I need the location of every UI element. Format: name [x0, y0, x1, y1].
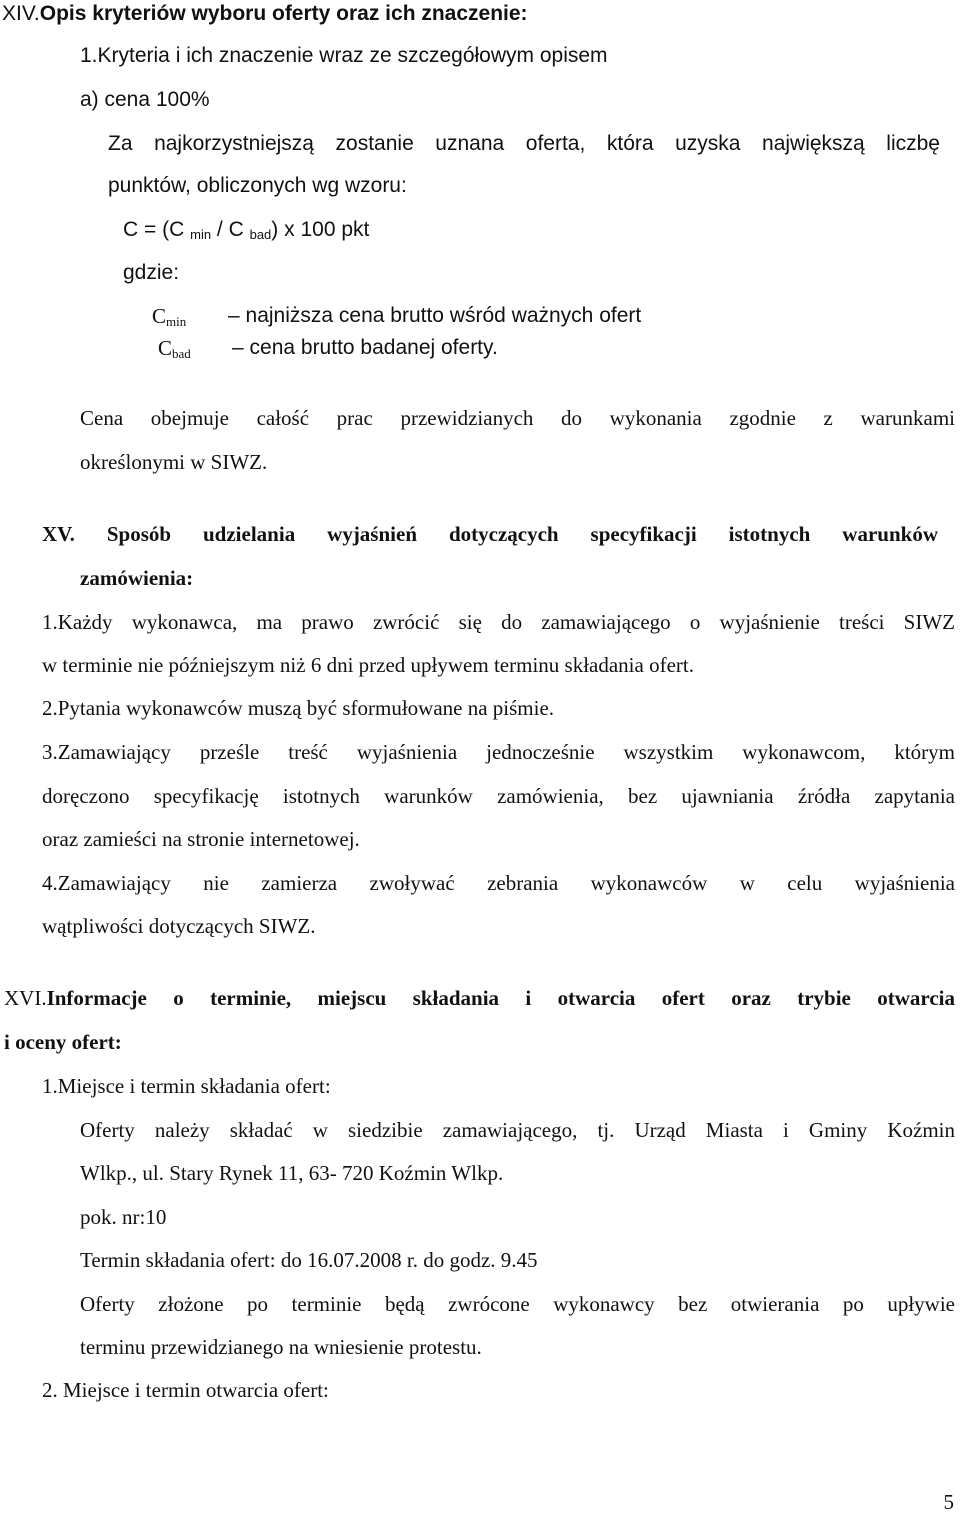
formula: C = (C $_{min}$ / C $_{bad}$) x 100 pkt — [123, 218, 370, 242]
criteria-item: 1.Kryteria i ich znaczenie wraz ze szczegółowym opisem — [80, 44, 608, 67]
section-title: Opis kryteriów wyboru oferty oraz ich znaczenie: — [39, 2, 528, 25]
xv-item-4-cont: wątpliwości dotyczących SIWZ. — [42, 914, 316, 938]
late-offers-note: Oferty złożone po terminie będą zwrócone wykonawcy bez otwierania po upływie — [80, 1292, 955, 1316]
xv-item-1: 1.Każdy wykonawca, ma prawo zwrócić się do zamawiającego o wyjaśnienie treści SIWZ — [42, 610, 955, 634]
xv-item-3: 3.Zamawiający prześle treść wyjaśnienia jednocześnie wszystkim wykonawcom, którym — [42, 740, 955, 764]
page-number: 5 — [943, 1490, 954, 1514]
section-number: XVI. — [4, 986, 47, 1010]
late-offers-note-cont: terminu przewidzianego na wniesienie protestu. — [80, 1335, 482, 1359]
section-xv-title: XV. Sposób udzielania wyjaśnień dotyczących specyfikacji istotnych warunków — [42, 522, 938, 546]
submission-address: Wlkp., ul. Stary Rynek 11, 63- 720 Koźmin Wlkp. — [80, 1161, 504, 1185]
xv-item-3-cont: oraz zamieści na stronie internetowej. — [42, 827, 360, 851]
cbad-symbol: $C_{bad}$ — [158, 336, 191, 361]
criteria-paragraph-line: punktów, obliczonych wg wzoru: — [108, 174, 407, 197]
section-xvi-title-cont: i oceny ofert: — [4, 1030, 122, 1054]
xvi-item-1: 1.Miejsce i termin składania ofert: — [42, 1074, 331, 1098]
criteria-paragraph-line: Za najkorzystniejszą zostanie uznana oferta, która uzyska największą liczbę — [108, 132, 940, 155]
price-note-line: określonymi w SIWZ. — [80, 450, 268, 474]
submission-place-line: Oferty należy składać w siedzibie zamawiającego, tj. Urząd Miasta i Gminy Koźmin — [80, 1118, 955, 1142]
cmin-description: – najniższa cena brutto wśród ważnych ofert — [228, 304, 642, 327]
section-number: XIV. — [2, 2, 40, 25]
section-title: Informacje o terminie, miejscu składania i otwarcia ofert oraz trybie otwarcia — [46, 986, 955, 1010]
xvi-item-2: 2. Miejsce i termin otwarcia ofert: — [42, 1378, 329, 1402]
submission-deadline: Termin składania ofert: do 16.07.2008 r. do godz. 9.45 — [80, 1248, 538, 1272]
cmin-symbol: $C_{min}$ — [152, 304, 187, 329]
xv-item-3-cont: doręczono specyfikację istotnych warunków zamówienia, bez ujawniania źródła zapytania — [42, 784, 955, 808]
cbad-description: – cena brutto badanej oferty. — [232, 336, 498, 359]
xv-item-4: 4.Zamawiający nie zamierza zwoływać zebrania wykonawców w celu wyjaśnienia — [42, 871, 955, 895]
formula-where-label: gdzie: — [123, 261, 180, 284]
xv-item-1-cont: w terminie nie późniejszym niż 6 dni przed upływem terminu składania ofert. — [42, 653, 694, 677]
price-note-line: Cena obejmuje całość prac przewidzianych do wykonania zgodnie z warunkami — [80, 406, 955, 430]
xv-item-2: 2.Pytania wykonawców muszą być sformułowane na piśmie. — [42, 696, 555, 720]
section-xv-title-cont: zamówienia: — [80, 566, 194, 590]
criteria-price: a) cena 100% — [80, 88, 210, 111]
section-xvi-heading — [4, 984, 955, 1012]
section-xiv-heading — [2, 0, 528, 28]
room-number: pok. nr:10 — [80, 1205, 167, 1229]
